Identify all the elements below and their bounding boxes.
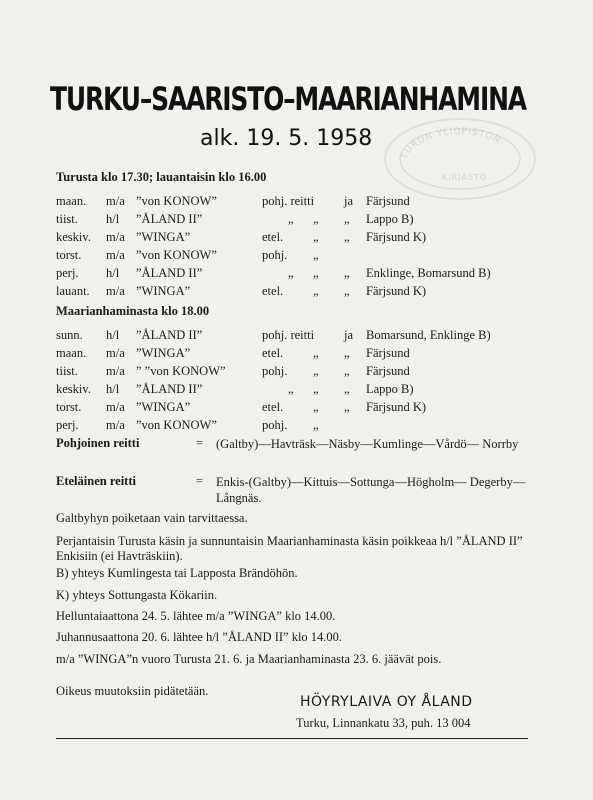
departures-maarianhamina-heading: Maarianhaminasta klo 18.00: [56, 304, 210, 318]
destination: Färjsund: [366, 346, 410, 360]
vessel-type: h/l: [106, 328, 120, 342]
vessel-type: m/a: [106, 194, 125, 208]
route: pohj. reitti: [262, 194, 315, 208]
day: torst.: [56, 248, 82, 262]
svg-text:TURUN YLIOPISTON: TURUN YLIOPISTON: [399, 126, 503, 162]
vessel-name: ”ÅLAND II”: [136, 266, 203, 280]
note-galtby: Galtbyhyn poiketaan vain tarvittaessa.: [56, 511, 248, 525]
conjunction: ja: [344, 194, 354, 208]
north-route-stops: (Galtby)—Havträsk—Näsby—Kumlinge—Vårdö— Norrby: [216, 437, 519, 451]
south-route-definition: [56, 474, 536, 508]
conjunction: „: [344, 266, 350, 280]
vessel-type: m/a: [106, 364, 125, 378]
destination: Färjsund K): [366, 230, 427, 244]
library-stamp: [384, 118, 536, 200]
note-whitsun-eve: Helluntaiaattona 24. 5. lähtee m/a ”WINGA” klo 14.00.: [56, 609, 336, 623]
vessel-name: ”von KONOW”: [136, 248, 217, 262]
vessel-type: m/a: [106, 230, 125, 244]
vessel-name: ”ÅLAND II”: [136, 328, 203, 342]
route: „: [288, 382, 294, 396]
conjunction: „: [344, 382, 350, 396]
company-name: HÖYRYLAIVA OY ÅLAND: [300, 694, 473, 710]
ditto-mark: „: [313, 230, 319, 244]
vessel-type: h/l: [106, 212, 120, 226]
conjunction: „: [344, 230, 350, 244]
south-route-stops: Enkis-(Galtby)—Kittuis—Sottunga—Högholm— Degerby—Långnäs.: [216, 475, 526, 505]
day: maan.: [56, 194, 87, 208]
route: pohj. reitti: [262, 328, 315, 342]
vessel-type: m/a: [106, 284, 125, 298]
north-route-definition: [56, 436, 536, 470]
day: torst.: [56, 400, 82, 414]
day: keskiv.: [56, 230, 91, 244]
destination: Lappo B): [366, 212, 414, 226]
note-friday-sunday: Perjantaisin Turusta käsin ja sunnuntaisin Maarianhaminasta käsin poikkeaa h/l ”ÅLAND II” Enkisiin (ei Havträskiin).: [56, 534, 523, 563]
north-route-label: Pohjoinen reitti: [56, 436, 140, 450]
note-connection-b: B) yhteys Kumlingesta tai Lapposta Brändöhön.: [56, 566, 298, 580]
vessel-name: ”ÅLAND II”: [136, 212, 203, 226]
departures-turku-heading: Turusta klo 17.30; lauantaisin klo 16.00: [56, 170, 267, 184]
conjunction: „: [344, 346, 350, 360]
stamp-seal-icon: [386, 120, 534, 198]
day: maan.: [56, 346, 87, 360]
day: perj.: [56, 266, 79, 280]
destination: Färjsund: [366, 194, 410, 208]
ditto-mark: „: [313, 248, 319, 262]
note-rights-reserved: Oikeus muutoksiin pidätetään.: [56, 684, 209, 698]
route: „: [288, 266, 294, 280]
vessel-name: ”ÅLAND II”: [136, 382, 203, 396]
day: keskiv.: [56, 382, 91, 396]
vessel-name: ”von KONOW”: [136, 194, 217, 208]
route: etel.: [262, 346, 284, 360]
conjunction: ja: [344, 328, 354, 342]
destination: Färjsund: [366, 364, 410, 378]
vessel-type: m/a: [106, 400, 125, 414]
route: etel.: [262, 284, 284, 298]
route: pohj.: [262, 248, 288, 262]
ditto-mark: „: [313, 364, 319, 378]
day: lauant.: [56, 284, 90, 298]
vessel-name: ” ”von KONOW”: [136, 364, 226, 378]
note-connection-k: K) yhteys Sottungasta Kökariin.: [56, 588, 218, 602]
ditto-mark: „: [313, 418, 319, 432]
note-midsummer-eve: Juhannusaattona 20. 6. lähtee h/l ”ÅLAND II” klo 14.00.: [56, 630, 343, 644]
vessel-name: ”von KONOW”: [136, 418, 217, 432]
destination: Bomarsund, Enklinge B): [366, 328, 491, 342]
ditto-mark: „: [313, 266, 319, 280]
vessel-type: h/l: [106, 382, 120, 396]
equals-sign: =: [196, 474, 204, 488]
note-winga-cancelled: m/a ”WINGA”n vuoro Turusta 21. 6. ja Maarianhaminasta 23. 6. jäävät pois.: [56, 652, 442, 666]
route: pohj.: [262, 364, 288, 378]
conjunction: „: [344, 284, 350, 298]
south-route-label: Eteläinen reitti: [56, 474, 136, 488]
vessel-name: ”WINGA”: [136, 284, 191, 298]
divider: [56, 738, 528, 739]
route: etel.: [262, 230, 284, 244]
page-title: TURKU–SAARISTO–MAARIANHAMINA: [50, 80, 526, 118]
svg-text:KIRJASTO: KIRJASTO: [442, 173, 488, 182]
vessel-name: ”WINGA”: [136, 346, 191, 360]
route: „: [288, 212, 294, 226]
vessel-type: h/l: [106, 266, 120, 280]
start-date: alk. 19. 5. 1958: [200, 126, 373, 151]
destination: Färjsund K): [366, 400, 427, 414]
ditto-mark: „: [313, 400, 319, 414]
day: tiist.: [56, 364, 78, 378]
ditto-mark: „: [313, 382, 319, 396]
vessel-type: m/a: [106, 346, 125, 360]
route: pohj.: [262, 418, 288, 432]
ditto-mark: „: [313, 284, 319, 298]
vessel-type: m/a: [106, 248, 125, 262]
vessel-name: ”WINGA”: [136, 400, 191, 414]
conjunction: „: [344, 364, 350, 378]
ditto-mark: „: [313, 212, 319, 226]
day: sunn.: [56, 328, 83, 342]
destination: Färjsund K): [366, 284, 427, 298]
destination: Enklinge, Bomarsund B): [366, 266, 491, 280]
equals-sign: =: [196, 436, 204, 450]
vessel-name: ”WINGA”: [136, 230, 191, 244]
day: perj.: [56, 418, 79, 432]
destination: Lappo B): [366, 382, 414, 396]
vessel-type: m/a: [106, 418, 125, 432]
conjunction: „: [344, 400, 350, 414]
route: etel.: [262, 400, 284, 414]
company-address: Turku, Linnankatu 33, puh. 13 004: [296, 716, 471, 730]
conjunction: „: [344, 212, 350, 226]
day: tiist.: [56, 212, 78, 226]
ditto-mark: „: [313, 346, 319, 360]
